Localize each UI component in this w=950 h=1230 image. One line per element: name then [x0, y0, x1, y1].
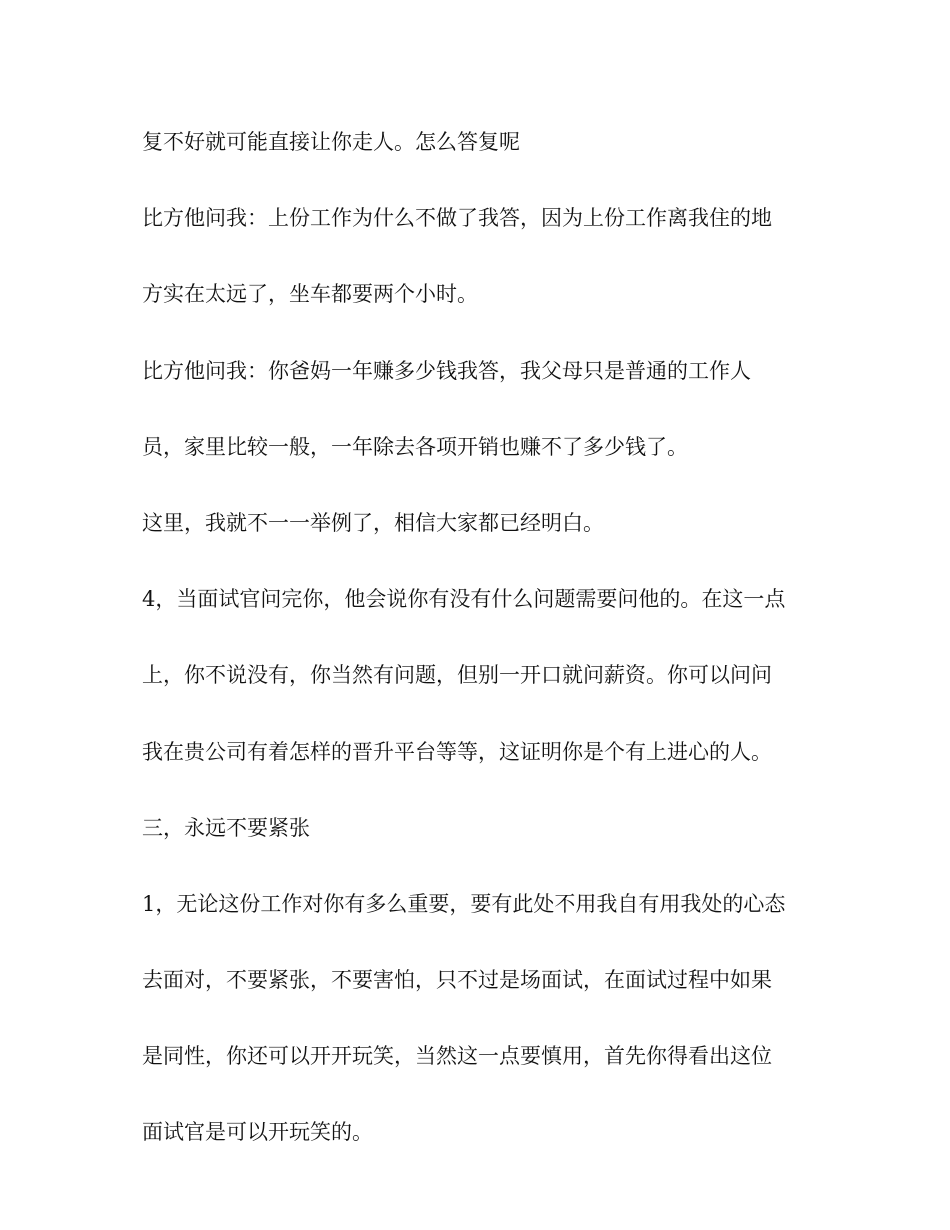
text-line: 面试官是可以开玩笑的。 [142, 1120, 373, 1145]
text-line: 方实在太远了，坐车都要两个小时。 [142, 282, 478, 307]
text-line: 去面对，不要紧张，不要害怕，只不过是场面试，在面试过程中如果 [142, 968, 772, 993]
section-heading: 三，永远不要紧张 [142, 815, 310, 840]
text-line: 比方他问我：你爸妈一年赚多少钱我答，我父母只是普通的工作人 [142, 358, 751, 383]
text-line: 上，你不说没有，你当然有问题，但别一开口就问薪资。你可以问问 [142, 663, 772, 688]
text-line: 我在贵公司有着怎样的晋升平台等等，这证明你是个有上进心的人。 [142, 739, 772, 764]
text-line: 1，无论这份工作对你有多么重要，要有此处不用我自有用我处的心态 [142, 891, 786, 916]
text-line: 是同性，你还可以开开玩笑，当然这一点要慎用，首先你得看出这位 [142, 1044, 772, 1069]
text-line: 4，当面试官问完你，他会说你有没有什么问题需要问他的。在这一点 [142, 587, 786, 612]
text-line: 员，家里比较一般，一年除去各项开销也赚不了多少钱了。 [142, 434, 688, 459]
text-line: 比方他问我：上份工作为什么不做了我答，因为上份工作离我住的地 [142, 206, 772, 231]
document-body [142, 124, 822, 1191]
text-line: 复不好就可能直接让你走人。怎么答复呢 [142, 130, 520, 154]
text-line: 这里，我就不一一举例了，相信大家都已经明白。 [142, 510, 604, 535]
